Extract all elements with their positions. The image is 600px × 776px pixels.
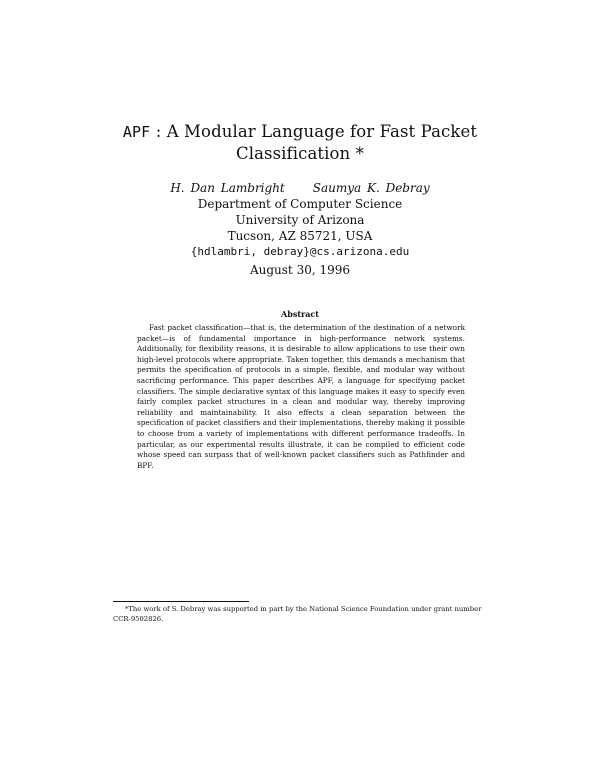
title-text: : A Modular Language for Fast Packet <box>155 122 478 141</box>
footnote-rule <box>113 601 249 602</box>
paper-title <box>0 121 600 164</box>
abstract-body: Fast packet classification—that is, the determination of the destination of a network packet—is of fundamental importance in high-performance network systems. Additionally, for flexibility reasons, it is desirable to allow applications to use their own high-level protocols where appropriate. Taken together, this demands a mechanism that permits the specification of protocols in a simple, flexible, and modular way without sacrificing performance. This paper describes APF, a language for specifying packet classifiers. The simple declarative syntax of this language makes it easy to specify even fairly complex packet structures in a clean and modular way, thereby improving reliability and maintainability. It also effects a clean separation between the specification of packet classifiers and their implementations, thereby making it possible to choose from a variety of implementations with different performance tradeoffs. In particular, as our experimental results illustrate, it can be compiled to efficient code whose speed can surpass that of well-known packet classifiers such as Pathfinder and BPF. <box>137 323 465 470</box>
title-line-2: Classification * <box>236 144 364 163</box>
author-block <box>0 180 600 260</box>
date: August 30, 1996 <box>249 263 351 277</box>
address: Tucson, AZ 85721, USA <box>227 229 373 243</box>
title-line-1 <box>0 121 600 143</box>
author-2: Saumya K. Debray <box>312 181 430 195</box>
university: University of Arizona <box>235 213 365 227</box>
title-acronym: APF <box>122 123 151 141</box>
footnote: *The work of S. Debray was supported in part by the National Science Foundation under grant number CCR-9502826. <box>113 605 482 623</box>
department: Department of Computer Science <box>197 197 403 211</box>
author-names <box>0 180 600 196</box>
email: {hdlambri, debray}@cs.arizona.edu <box>190 245 410 258</box>
abstract-heading: Abstract <box>281 309 319 319</box>
author-1: H. Dan Lambright <box>170 181 285 195</box>
